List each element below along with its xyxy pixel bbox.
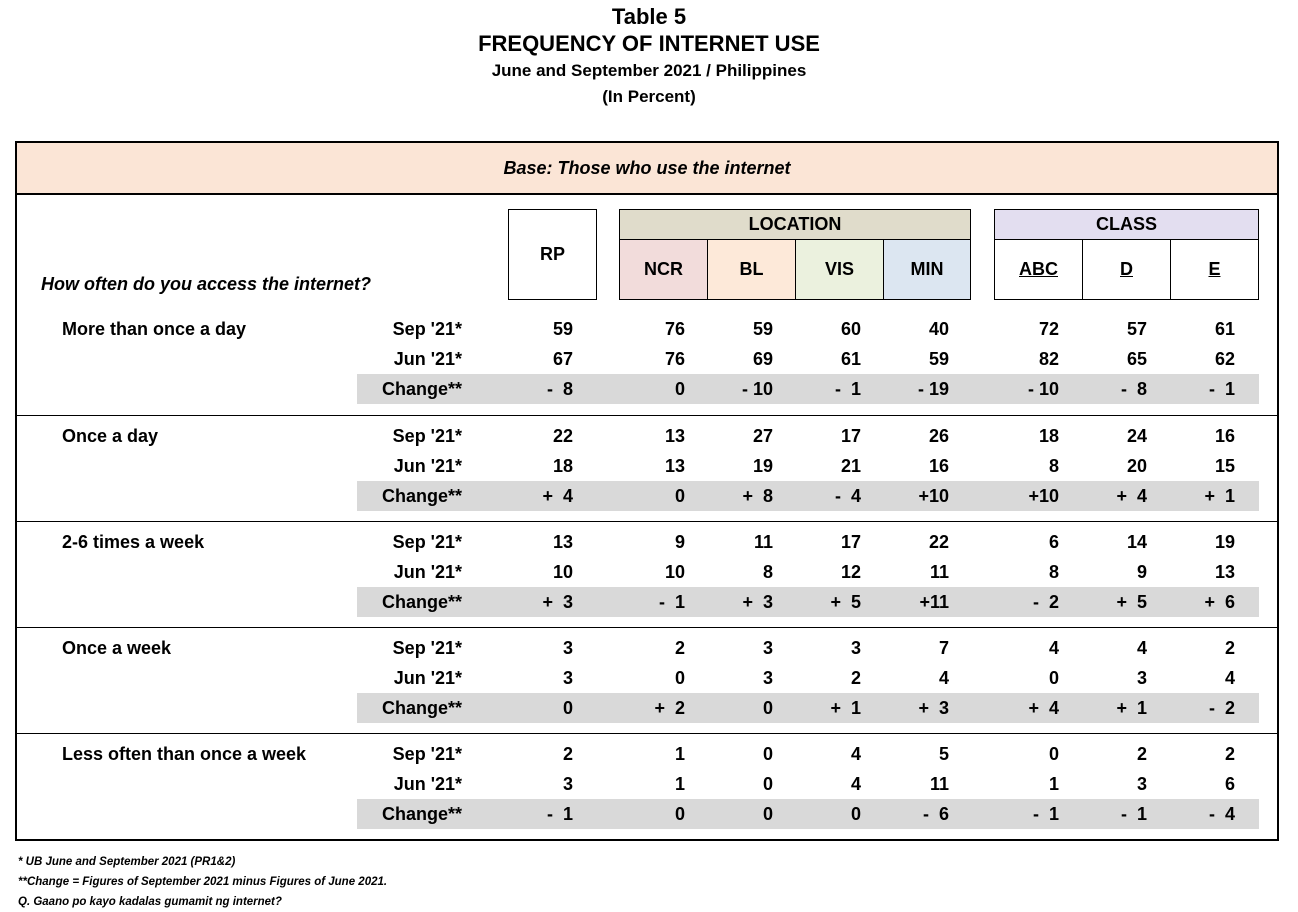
table-cell: 2 (1224, 638, 1235, 658)
table-cell: - 6 (922, 804, 949, 824)
table-cell: 22 (928, 532, 949, 552)
table-row (357, 633, 1259, 663)
row-label: Sep '21* (392, 638, 462, 658)
table-cell: 2 (850, 668, 861, 688)
row-label: Jun '21* (393, 668, 462, 688)
base-banner: Base: Those who use the internet (17, 143, 1277, 195)
table-row (357, 527, 1259, 557)
table-cell: 0 (762, 804, 773, 824)
header-bl: BL (708, 240, 796, 299)
table-cell: 0 (762, 774, 773, 794)
table-cell: 82 (1038, 349, 1059, 369)
table-cell: 2 (562, 744, 573, 764)
row-label: Jun '21* (393, 349, 462, 369)
table-cell: 11 (753, 532, 773, 552)
category-section (17, 521, 1277, 628)
table-cell: 2 (1224, 744, 1235, 764)
table-cell: + 3 (742, 592, 773, 612)
table-cell: 8 (1048, 456, 1059, 476)
table-cell: 13 (1214, 562, 1235, 582)
table-cell: 1 (674, 774, 685, 794)
table-row (357, 799, 1259, 829)
category-label: 2-6 times a week (62, 532, 205, 552)
table-cell: 3 (762, 638, 773, 658)
table-cell: 8 (1048, 562, 1059, 582)
row-label: Jun '21* (393, 456, 462, 476)
header-class-title: CLASS (995, 210, 1258, 240)
table-cell: 21 (840, 456, 861, 476)
table-cell: 13 (664, 456, 685, 476)
footnotes (18, 852, 387, 912)
table-cell: 3 (562, 638, 573, 658)
table-cell: 7 (938, 638, 949, 658)
header-abc: ABC (995, 240, 1083, 299)
row-label: Change** (381, 486, 462, 506)
table-cell: 8 (762, 562, 773, 582)
table-cell: - 10 (1027, 379, 1059, 399)
row-label: Change** (381, 379, 462, 399)
table-cell: 2 (674, 638, 685, 658)
table-cell: 17 (840, 532, 861, 552)
table-cell: +11 (919, 592, 949, 612)
table-row (357, 314, 1259, 344)
table-cell: - 1 (546, 804, 573, 824)
table-cell: 0 (674, 668, 685, 688)
table-cell: 69 (752, 349, 773, 369)
table-cell: 67 (552, 349, 573, 369)
table-cell: 61 (840, 349, 861, 369)
category-section (17, 733, 1277, 840)
table-row (357, 481, 1259, 511)
table-cell: 1 (1048, 774, 1059, 794)
table-cell: 4 (1136, 638, 1147, 658)
table-row (357, 421, 1259, 451)
title-line-3: June and September 2021 / Philippines (491, 61, 807, 80)
table-cell: 72 (1038, 319, 1059, 339)
table-cell: - 19 (917, 379, 949, 399)
table-cell: 4 (1048, 638, 1059, 658)
table-cell: 27 (752, 426, 773, 446)
category-section (17, 627, 1277, 734)
table-cell: 76 (664, 349, 685, 369)
table-row (357, 769, 1259, 799)
table-cell: 0 (1048, 668, 1059, 688)
table-cell: - 8 (1120, 379, 1147, 399)
table-cell: 12 (840, 562, 861, 582)
table-cell: 18 (1038, 426, 1059, 446)
table-cell: 40 (928, 319, 949, 339)
row-label: Jun '21* (393, 774, 462, 794)
table-cell: - 2 (1208, 698, 1235, 718)
table-cell: 59 (552, 319, 573, 339)
table-cell: 10 (664, 562, 685, 582)
header-ncr: NCR (620, 240, 708, 299)
footnote-source: * UB June and September 2021 (PR1&2) (18, 856, 236, 868)
table-cell: 4 (850, 774, 861, 794)
table-cell: 19 (1214, 532, 1235, 552)
table-row (357, 374, 1259, 404)
table-cell: 61 (1214, 319, 1235, 339)
header-class-group (994, 209, 1259, 300)
table-cell: 13 (552, 532, 573, 552)
table-cell: 3 (850, 638, 861, 658)
table-row (357, 557, 1259, 587)
row-label: Sep '21* (392, 532, 462, 552)
table-row (357, 451, 1259, 481)
footnote-change: **Change = Figures of September 2021 minus Figures of June 2021. (18, 876, 388, 888)
table-cell: 4 (850, 744, 861, 764)
table-cell: 3 (1136, 774, 1147, 794)
header-rp: RP (508, 209, 597, 300)
table-cell: + 2 (654, 698, 685, 718)
table-cell: 10 (552, 562, 573, 582)
table-row (357, 663, 1259, 693)
table-cell: +10 (918, 486, 949, 506)
table-cell: - 1 (834, 379, 861, 399)
table-cell: + 4 (542, 486, 573, 506)
table-cell: - 4 (834, 486, 861, 506)
table-cell: 4 (1224, 668, 1235, 688)
table-cell: - 1 (658, 592, 685, 612)
table-cell: 0 (762, 744, 773, 764)
title-line-4: (In Percent) (602, 87, 696, 106)
row-label: Sep '21* (392, 744, 462, 764)
table-cell: 26 (928, 426, 949, 446)
category-label: Once a day (62, 426, 159, 446)
table-cell: 0 (762, 698, 773, 718)
table-cell: 59 (752, 319, 773, 339)
table-cell: 76 (664, 319, 685, 339)
table-row (357, 344, 1259, 374)
table-cell: +10 (1028, 486, 1059, 506)
table-cell: 0 (674, 486, 685, 506)
row-label: Sep '21* (392, 426, 462, 446)
table-title (0, 4, 1298, 110)
table-cell: + 5 (1116, 592, 1147, 612)
table-cell: + 8 (742, 486, 773, 506)
table-cell: 6 (1048, 532, 1059, 552)
table-cell: 59 (928, 349, 949, 369)
table-cell: 11 (929, 562, 949, 582)
footnote-question: Q. Gaano po kayo kadalas gumamit ng internet? (18, 896, 282, 908)
row-label: Change** (381, 592, 462, 612)
table-cell: 16 (1214, 426, 1235, 446)
header-location-title: LOCATION (620, 210, 970, 240)
table-cell: 22 (552, 426, 573, 446)
title-line-2: FREQUENCY OF INTERNET USE (478, 31, 820, 56)
table-cell: - 1 (1208, 379, 1235, 399)
table-cell: 62 (1214, 349, 1235, 369)
table-cell: - 10 (741, 379, 773, 399)
table-cell: - 1 (1032, 804, 1059, 824)
category-label: More than once a day (62, 319, 247, 339)
table-cell: + 1 (830, 698, 861, 718)
header-d: D (1083, 240, 1171, 299)
category-label: Once a week (62, 638, 172, 658)
category-label: Less often than once a week (62, 744, 307, 764)
title-line-1: Table 5 (611, 4, 687, 29)
table-cell: - 1 (1120, 804, 1147, 824)
header-location-group (619, 209, 971, 300)
table-cell: + 3 (918, 698, 949, 718)
table-cell: 6 (1224, 774, 1235, 794)
table-cell: 11 (929, 774, 949, 794)
row-label: Change** (381, 698, 462, 718)
table-cell: 0 (850, 804, 861, 824)
table-cell: 16 (928, 456, 949, 476)
table-cell: 0 (562, 698, 573, 718)
row-label: Sep '21* (392, 319, 462, 339)
table-cell: + 4 (1116, 486, 1147, 506)
row-label: Change** (381, 804, 462, 824)
table-cell: 14 (1126, 532, 1147, 552)
category-section (17, 415, 1277, 522)
table-row (357, 693, 1259, 723)
data-table (15, 141, 1279, 841)
table-cell: 3 (562, 774, 573, 794)
category-section (17, 309, 1277, 415)
table-cell: - 8 (546, 379, 573, 399)
table-cell: - 4 (1208, 804, 1235, 824)
table-cell: 13 (664, 426, 685, 446)
table-cell: 20 (1126, 456, 1147, 476)
table-cell: 60 (840, 319, 861, 339)
header-min: MIN (884, 240, 970, 299)
table-cell: 4 (938, 668, 949, 688)
table-cell: 0 (674, 379, 685, 399)
table-cell: 3 (562, 668, 573, 688)
table-cell: + 6 (1204, 592, 1235, 612)
table-row (357, 739, 1259, 769)
table-cell: 18 (552, 456, 573, 476)
table-cell: 5 (938, 744, 949, 764)
table-cell: + 3 (542, 592, 573, 612)
table-cell: 9 (1136, 562, 1147, 582)
survey-question: How often do you access the internet? (41, 274, 372, 294)
table-cell: 24 (1126, 426, 1147, 446)
table-cell: 15 (1214, 456, 1235, 476)
table-cell: - 2 (1032, 592, 1059, 612)
table-cell: 1 (674, 744, 685, 764)
table-cell: + 4 (1028, 698, 1059, 718)
header-vis: VIS (796, 240, 884, 299)
table-cell: 3 (1136, 668, 1147, 688)
header-e: E (1208, 259, 1221, 279)
table-cell: 2 (1136, 744, 1147, 764)
table-cell: 9 (674, 532, 685, 552)
table-cell: + 5 (830, 592, 861, 612)
table-cell: 0 (674, 804, 685, 824)
row-label: Jun '21* (393, 562, 462, 582)
table-row (357, 587, 1259, 617)
table-cell: + 1 (1116, 698, 1147, 718)
table-cell: 19 (752, 456, 773, 476)
table-cell: 65 (1126, 349, 1147, 369)
table-cell: + 1 (1204, 486, 1235, 506)
table-cell: 0 (1048, 744, 1059, 764)
table-cell: 17 (840, 426, 861, 446)
table-cell: 57 (1126, 319, 1147, 339)
table-cell: 3 (762, 668, 773, 688)
